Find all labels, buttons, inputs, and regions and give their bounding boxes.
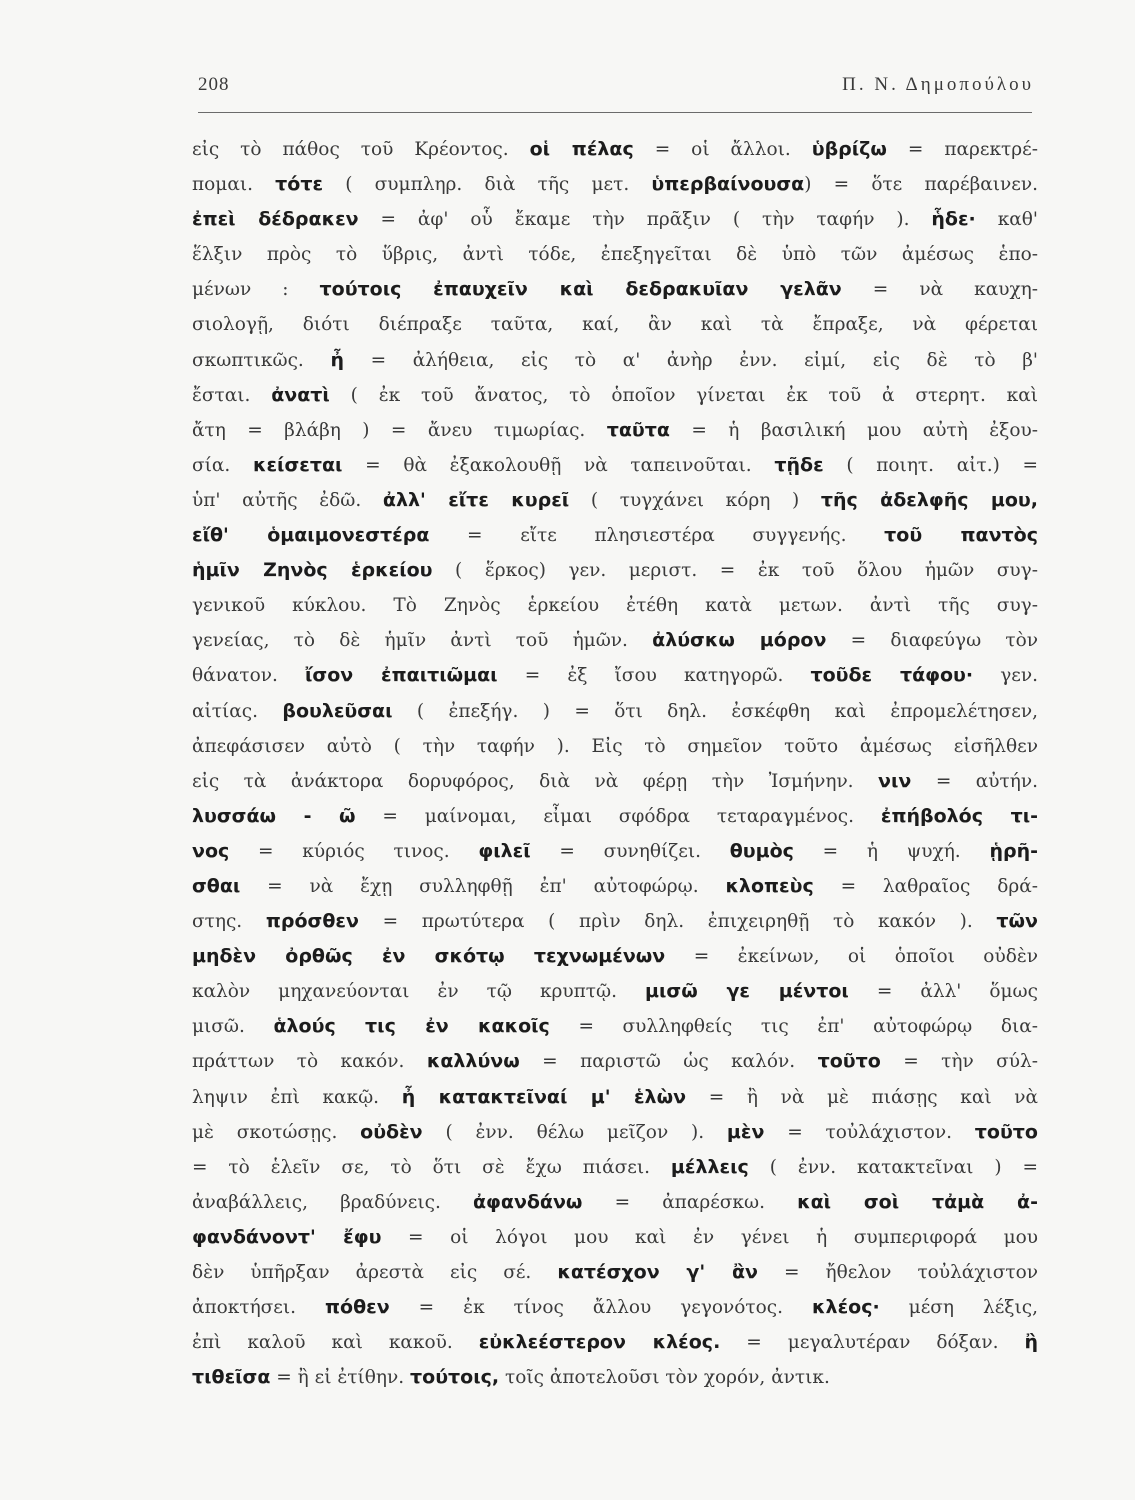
text-line bbox=[192, 1360, 1038, 1395]
lemma-term: καὶ σοὶ τἀμὰ ἀ- bbox=[797, 1190, 1038, 1213]
gloss-text: = διαφεύγω τὸν bbox=[826, 630, 1038, 652]
text-line bbox=[192, 1185, 1038, 1220]
lemma-term: κλέος· bbox=[812, 1296, 880, 1319]
lemma-term: τῇδε bbox=[774, 453, 824, 476]
text-line bbox=[192, 237, 1038, 272]
text-line bbox=[192, 378, 1038, 413]
gloss-text: ( ἐνν. θέλω μεῖζον ). bbox=[422, 1121, 727, 1143]
lemma-term: νος bbox=[192, 839, 230, 862]
lemma-term: τιθεῖσα bbox=[192, 1366, 271, 1389]
lemma-term: πρόσθεν bbox=[265, 910, 359, 933]
text-line bbox=[192, 729, 1038, 764]
gloss-text: δὲν ὑπῆρξαν ἀρεστὰ εἰς σέ. bbox=[192, 1262, 558, 1283]
text-line bbox=[192, 904, 1038, 939]
lemma-term: μισῶ γε μέντοι bbox=[645, 980, 849, 1003]
text-line bbox=[192, 1044, 1038, 1079]
lemma-term: κείσεται bbox=[252, 453, 343, 476]
gloss-text: ἀπεφάσισεν αὐτὸ ( τὴν ταφήν ). Εἰς τὸ σημεῖον τοῦτο ἀμέσως εἰσῆλθεν bbox=[192, 735, 1038, 757]
gloss-text: ἄτη = βλάβη ) = ἄνευ τιμωρίας. bbox=[192, 419, 607, 441]
text-line bbox=[192, 272, 1038, 307]
lemma-term: τοῦ παντὸς bbox=[884, 524, 1038, 547]
page-header bbox=[198, 74, 1034, 108]
gloss-text: = εἴτε πλησιεστέρα συγγενής. bbox=[429, 525, 885, 547]
lemma-term: ᾑρῆ- bbox=[989, 839, 1038, 862]
gloss-text: μένων : bbox=[192, 279, 320, 301]
lemma-term: ἀλλ' εἴτε κυρεῖ bbox=[382, 488, 570, 511]
gloss-text: γενείας, τὸ δὲ ἡμῖν ἀντὶ τοῦ ἡμῶν. bbox=[192, 630, 653, 652]
gloss-text: ὑπ' αὐτῆς ἐδῶ. bbox=[192, 489, 383, 511]
gloss-text: = νὰ καυχη- bbox=[841, 279, 1038, 301]
gloss-text: ἕλξιν πρὸς τὸ ὕβρις, ἀντὶ τόδε, ἐπεξηγεῖται δὲ ὑπὸ τῶν ἀμέσως ἑπο- bbox=[192, 244, 1038, 266]
gloss-text: = ἀλλ' ὅμως bbox=[848, 981, 1039, 1003]
lemma-term: τούτοις ἐπαυχεῖν καὶ δεδρακυῖαν γελᾶν bbox=[319, 278, 842, 301]
text-line bbox=[192, 799, 1038, 834]
gloss-text: σία. bbox=[192, 454, 253, 476]
text-line bbox=[192, 869, 1038, 904]
gloss-text: = μεγαλυτέραν δόξαν. bbox=[720, 1332, 1025, 1354]
gloss-text: σκωπτικῶς. bbox=[192, 349, 331, 371]
gloss-text: = μαίνομαι, εἶμαι σφόδρα τεταραγμένος. bbox=[355, 805, 881, 827]
gloss-text: μέση λέξις, bbox=[879, 1297, 1038, 1319]
lemma-term: κλοπεὺς bbox=[725, 874, 814, 897]
gloss-text: πράττων τὸ κακόν. bbox=[192, 1051, 427, 1073]
lemma-term: ὑβρίζω bbox=[811, 138, 887, 160]
lemma-term: θυμὸς bbox=[729, 839, 794, 862]
gloss-text: = παριστῶ ὡς καλόν. bbox=[519, 1051, 818, 1073]
gloss-text: = ἢ νὰ μὲ πιάσῃς καὶ νὰ bbox=[686, 1086, 1038, 1108]
gloss-text: ( ἕρκος) γεν. μεριστ. = ἐκ τοῦ ὅλου ἡμῶν συγ- bbox=[432, 560, 1038, 582]
gloss-text: = πρωτύτερα ( πρὶν δηλ. ἐπιχειρηθῇ τὸ κακόν ). bbox=[358, 911, 997, 933]
text-line bbox=[192, 588, 1038, 623]
gloss-text: ) = ὅτε παρέβαινεν. bbox=[804, 174, 1038, 196]
gloss-text: = τὴν σύλ- bbox=[880, 1051, 1038, 1073]
text-line bbox=[192, 1290, 1038, 1325]
lemma-term: ἧδε· bbox=[931, 208, 976, 231]
lemma-term: τῶν bbox=[996, 910, 1039, 933]
gloss-text: = λαθραῖος δρά- bbox=[813, 875, 1038, 897]
gloss-text: ( τυγχάνει κόρη ) bbox=[569, 489, 821, 511]
gloss-text: = τὸ ἑλεῖν σε, τὸ ὅτι σὲ ἔχω πιάσει. bbox=[192, 1156, 671, 1178]
gloss-text: ἔσται. bbox=[192, 384, 272, 406]
gloss-text: = ἀπαρέσκω. bbox=[582, 1191, 798, 1213]
gloss-text: = ἤθελον τοὐλάχιστον bbox=[757, 1262, 1038, 1283]
gloss-text: γενικοῦ κύκλου. Τὸ Ζηνὸς ἑρκείου ἐτέθη κατὰ μετων. ἀντὶ τῆς συγ- bbox=[192, 595, 1038, 617]
text-line bbox=[192, 413, 1038, 448]
text-line bbox=[192, 202, 1038, 237]
lemma-term: ταῦτα bbox=[606, 418, 670, 441]
text-line bbox=[192, 343, 1038, 378]
gloss-text: = θὰ ἐξακολουθῇ νὰ ταπεινοῦται. bbox=[342, 454, 775, 476]
gloss-text: ληψιν ἐπὶ κακῷ. bbox=[192, 1086, 402, 1108]
gloss-text: εἰς τὸ πάθος τοῦ Κρέοντος. bbox=[192, 139, 530, 160]
gloss-text: ( ποιητ. αἰτ.) = bbox=[823, 454, 1039, 476]
lemma-term: μὲν bbox=[726, 1120, 765, 1143]
gloss-text: = ἡ ψυχή. bbox=[793, 840, 990, 862]
gloss-text: = τοὐλάχιστον. bbox=[764, 1121, 975, 1143]
text-line bbox=[192, 1255, 1038, 1290]
gloss-text: = ἐξ ἴσου κατηγορῶ. bbox=[497, 665, 811, 687]
lemma-term: τούτοις, bbox=[410, 1366, 500, 1389]
lemma-term: τοῦτο bbox=[974, 1120, 1038, 1143]
text-line bbox=[192, 448, 1038, 483]
lemma-term: εἴθ' ὁμαιμονεστέρα bbox=[192, 524, 430, 547]
text-line bbox=[192, 1150, 1038, 1185]
gloss-text: τοῖς ἀποτελοῦσι τὸν χορόν, ἀντικ. bbox=[499, 1367, 830, 1389]
lemma-term: φανδάνοντ' ἔφυ bbox=[192, 1225, 382, 1248]
gloss-text: = ἡ βασιλική μου αὐτὴ ἐξου- bbox=[669, 419, 1039, 441]
text-line bbox=[192, 764, 1038, 799]
gloss-text: = οἱ ἄλλοι. bbox=[633, 139, 812, 160]
lemma-term: ἐπεὶ δέδρακεν bbox=[192, 208, 359, 231]
gloss-text: πομαι. bbox=[192, 174, 276, 196]
lemma-term: ἀφανδάνω bbox=[472, 1190, 583, 1213]
lemma-term: ἡμῖν Ζηνὸς ἑρκείου bbox=[192, 559, 433, 582]
text-line bbox=[192, 658, 1038, 693]
lemma-term: ἦ bbox=[330, 348, 344, 371]
gloss-text: = ἀλήθεια, εἰς τὸ α' ἀνὴρ ἐνν. εἰμί, εἰς δὲ τὸ β' bbox=[343, 349, 1038, 371]
lemma-term: ἴσον ἐπαιτιῶμαι bbox=[305, 664, 498, 687]
text-line bbox=[192, 623, 1038, 658]
text-line bbox=[192, 694, 1038, 729]
text-line bbox=[192, 939, 1038, 974]
lemma-term: ἢ bbox=[1024, 1331, 1038, 1354]
lemma-term: ἁλούς τις ἐν κακοῖς bbox=[273, 1015, 550, 1038]
gloss-text: ἀναβάλλεις, βραδύνεις. bbox=[192, 1191, 473, 1213]
lemma-term: τότε bbox=[275, 173, 324, 196]
lemma-term: τοῦτο bbox=[817, 1050, 881, 1073]
text-line bbox=[192, 307, 1038, 342]
lemma-term: καλλύνω bbox=[426, 1050, 520, 1073]
gloss-text: καλὸν μηχανεύονται ἐν τῷ κρυπτῷ. bbox=[192, 981, 646, 1003]
lemma-term: νιν bbox=[878, 769, 912, 792]
lemma-term: ὑπερβαίνουσα bbox=[651, 173, 805, 196]
lemma-term: πόθεν bbox=[325, 1296, 390, 1319]
commentary-text bbox=[192, 132, 1038, 1395]
gloss-text: ἀποκτήσει. bbox=[192, 1297, 326, 1319]
gloss-text: = κύριός τινος. bbox=[229, 840, 479, 862]
gloss-text: = συνηθίζει. bbox=[530, 840, 730, 862]
gloss-text: μισῶ. bbox=[192, 1016, 274, 1038]
gloss-text: ( ἐκ τοῦ ἄνατος, τὸ ὁποῖον γίνεται ἐκ τοῦ ἀ στερητ. καὶ bbox=[329, 384, 1038, 406]
text-line bbox=[192, 132, 1038, 167]
gloss-text: μὲ σκοτώσῃς. bbox=[192, 1121, 361, 1143]
lemma-term: σθαι bbox=[192, 874, 241, 897]
gloss-text: = οἱ λόγοι μου καὶ ἐν γένει ἡ συμπεριφορά μου bbox=[381, 1226, 1038, 1248]
text-line bbox=[192, 1115, 1038, 1150]
page-number: 208 bbox=[198, 74, 230, 95]
gloss-text: = ἐκείνων, οἱ ὁποῖοι οὐδὲν bbox=[665, 946, 1039, 968]
lemma-term: οἱ πέλας bbox=[529, 138, 634, 160]
gloss-text: σιολογῇ, διότι διέπραξε ταῦτα, καί, ἂν καὶ τὰ ἔπραξε, νὰ φέρεται bbox=[192, 314, 1038, 336]
lemma-term: ἐπήβολός τι- bbox=[880, 804, 1038, 827]
running-head: Π. Ν. Δημοπούλου bbox=[842, 74, 1034, 95]
lemma-term: βουλεῦσαι bbox=[282, 699, 393, 722]
gloss-text: = συλληφθείς τις ἐπ' αὐτοφώρῳ δια- bbox=[549, 1016, 1038, 1038]
gloss-text: αἰτίας. bbox=[192, 700, 283, 722]
gloss-text: ( ἐπεξήγ. ) = ὅτι δηλ. ἐσκέφθη καὶ ἐπρομελέτησεν, bbox=[392, 700, 1038, 722]
gloss-text: = παρεκτρέ- bbox=[886, 139, 1038, 160]
gloss-text: στης. bbox=[192, 911, 266, 933]
lemma-term: ἀνατὶ bbox=[271, 383, 330, 406]
gloss-text: καθ' bbox=[975, 209, 1038, 231]
gloss-text: = ἐκ τίνος ἄλλου γεγονότος. bbox=[389, 1297, 813, 1319]
gloss-text: ( ἐνν. κατακτεῖναι ) = bbox=[748, 1156, 1038, 1178]
text-line bbox=[192, 167, 1038, 202]
lemma-term: ἀλύσκω μόρον bbox=[652, 629, 827, 652]
text-line bbox=[192, 518, 1038, 553]
gloss-text: = ἀφ' οὗ ἔκαμε τὴν πρᾶξιν ( τὴν ταφήν ). bbox=[358, 209, 932, 231]
lemma-term: μέλλεις bbox=[670, 1155, 749, 1178]
lemma-term: οὐδὲν bbox=[360, 1120, 423, 1143]
text-line bbox=[192, 483, 1038, 518]
lemma-term: τοῦδε τάφου· bbox=[810, 664, 974, 687]
text-line bbox=[192, 1325, 1038, 1360]
lemma-term: κατέσχον γ' ἂν bbox=[557, 1261, 758, 1283]
gloss-text: = αὐτήν. bbox=[911, 770, 1038, 792]
text-line bbox=[192, 553, 1038, 588]
text-line bbox=[192, 834, 1038, 869]
header-rule bbox=[198, 112, 1032, 113]
lemma-term: εὐκλεέστερον κλέος. bbox=[478, 1331, 721, 1354]
lemma-term: λυσσάω - ῶ bbox=[192, 804, 356, 827]
gloss-text: θάνατον. bbox=[192, 665, 305, 687]
text-line bbox=[192, 1220, 1038, 1255]
lemma-term: τῆς ἀδελφῆς μου, bbox=[820, 488, 1038, 511]
gloss-text: = νὰ ἔχῃ συλληφθῇ ἐπ' αὐτοφώρῳ. bbox=[240, 875, 726, 897]
lemma-term: φιλεῖ bbox=[478, 839, 531, 862]
lemma-term: ἦ κατακτεῖναί μ' ἑλὼν bbox=[401, 1085, 687, 1108]
gloss-text: γεν. bbox=[973, 665, 1038, 687]
gloss-text: ἐπὶ καλοῦ καὶ κακοῦ. bbox=[192, 1332, 479, 1354]
gloss-text: = ἢ εἰ ἐτίθην. bbox=[270, 1367, 411, 1389]
text-line bbox=[192, 974, 1038, 1009]
text-line bbox=[192, 1009, 1038, 1044]
lemma-term: μηδὲν ὀρθῶς ἐν σκότῳ τεχνωμένων bbox=[192, 945, 666, 968]
gloss-text: εἰς τὰ ἀνάκτορα δορυφόρος, διὰ νὰ φέρῃ τὴν Ἰσμήνην. bbox=[192, 770, 879, 792]
text-line bbox=[192, 1080, 1038, 1115]
gloss-text: ( συμπληρ. διὰ τῆς μετ. bbox=[323, 174, 652, 196]
